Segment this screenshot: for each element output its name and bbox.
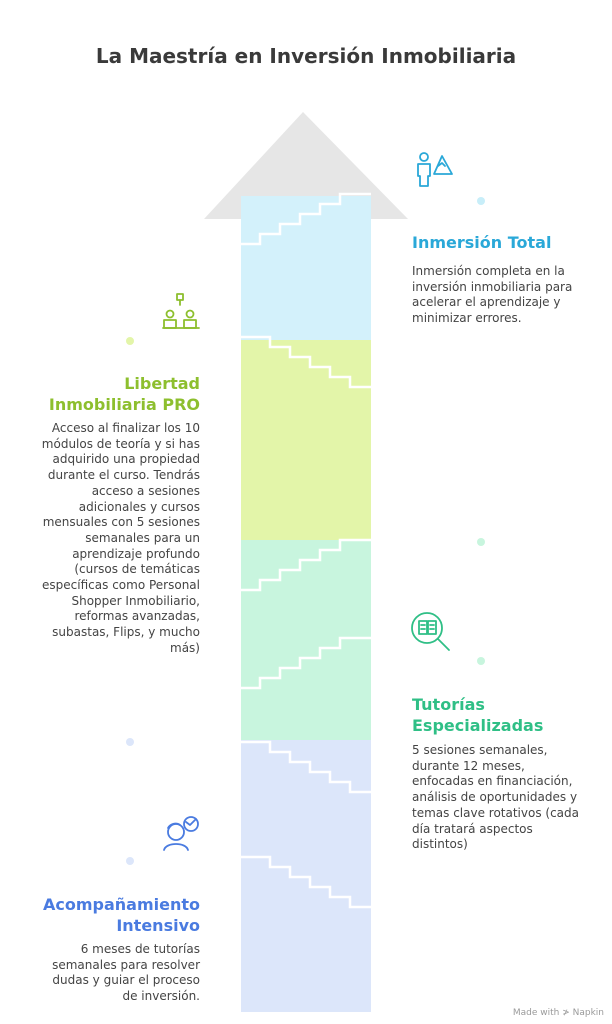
stage-heading-libertad: Libertad Inmobiliaria PRO: [48, 374, 200, 414]
stage-marker-dot: [477, 197, 485, 205]
stage-marker-dot: [126, 337, 134, 345]
page-title: La Maestría en Inversión Inmobiliaria: [95, 44, 517, 68]
stage-marker-dot: [126, 738, 134, 746]
stage-description-libertad: Acceso al finalizar los 10 módulos de teoría y si has adquirido una propiedad durante el curso. Tendrás acceso a sesiones adicionales y cursos mensuales con 5 sesiones semanales para un aprendizaje profundo (cursos de temáticas específicas como Personal Shopper Inmobiliario, reformas avanzadas, subastas, Flips, y mucho más): [41, 421, 200, 655]
stage-heading-tutorias: Tutorías Especializadas: [412, 695, 544, 735]
mentor-guidance-icon: [158, 812, 204, 854]
stage-marker-dot: [126, 857, 134, 865]
search-documents-icon: [409, 610, 453, 654]
hiker-mountain-icon: [410, 150, 454, 190]
people-computers-icon: [160, 292, 204, 332]
stage-marker-dot: [477, 657, 485, 665]
stage-heading-inmersion: Inmersión Total: [412, 233, 552, 252]
stage-description-acompanamiento: 6 meses de tutorías semanales para resolver dudas y guiar el proceso de inversión.: [52, 942, 200, 1004]
stage-description-inmersion: Inmersión completa en la inversión inmobiliaria para acelerar el aprendizaje y minimizar errores.: [412, 264, 573, 326]
stage-marker-dot: [477, 538, 485, 546]
stage-heading-acompanamiento: Acompañamiento Intensivo: [42, 895, 200, 935]
stage-description-tutorias: 5 sesiones semanales, durante 12 meses, enfocadas en financiación, análisis de oportunidades y temas clave rotativos (cada día tratará aspectos distintos): [412, 743, 580, 852]
napkin-footer: Made with ≯ Napkin: [512, 1008, 604, 1018]
